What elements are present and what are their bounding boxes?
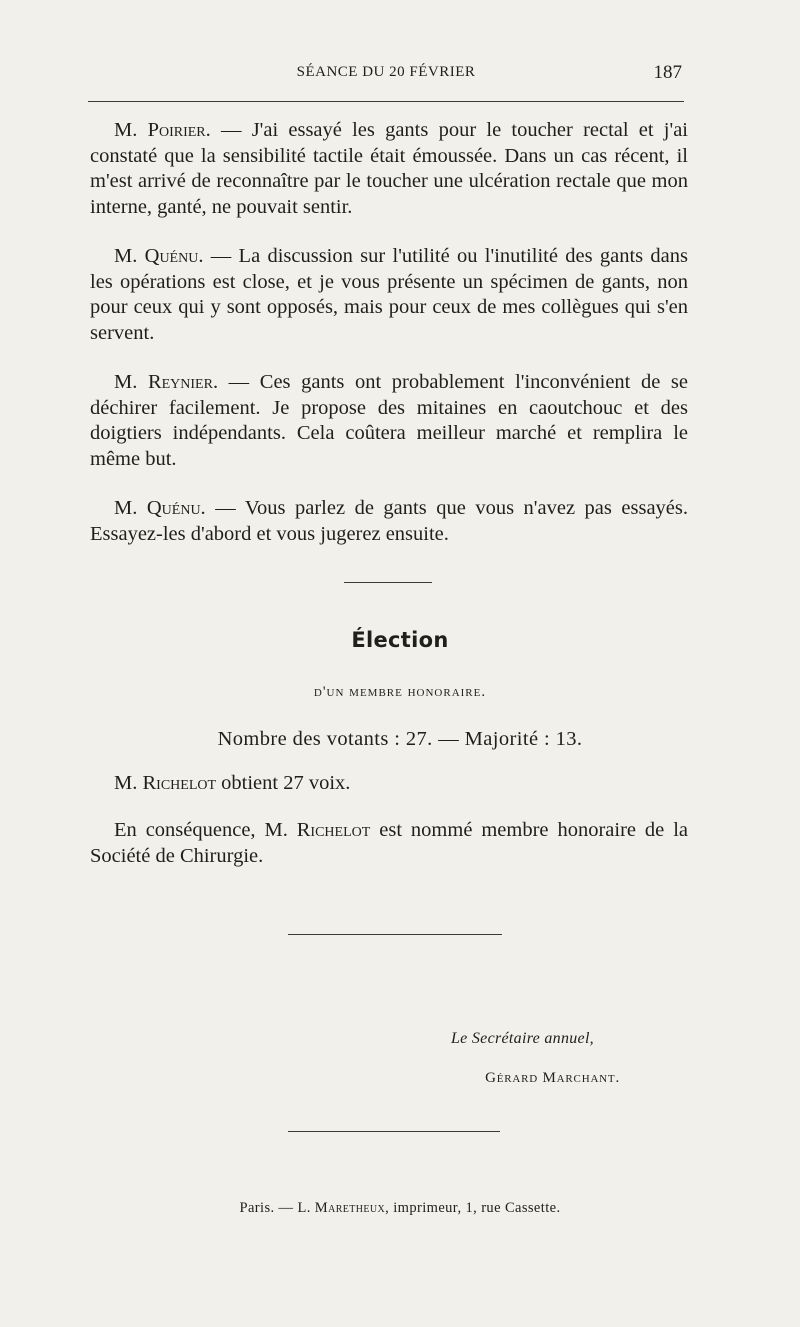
printer-imprint	[0, 1200, 800, 1217]
paragraph-poirier	[90, 118, 688, 220]
paragraph-text: — J'ai essayé les gants pour le toucher rectal et j'ai constaté que la sensibilité tactile était émoussée. Dans un cas récent, il m'est arrivé de reconnaître par le toucher une ulcération rectale que mon interne, ganté, ne pouvait sentir.	[90, 119, 688, 218]
consequence-suffix: est nommé membre honoraire de la Société de Chirurgie.	[90, 819, 688, 867]
page-header	[90, 62, 682, 88]
footer-divider	[288, 1131, 500, 1132]
election-result	[114, 772, 350, 795]
consequence-paragraph	[90, 818, 688, 869]
running-title: SÉANCE DU 20 FÉVRIER	[296, 64, 476, 80]
page-number: 187	[653, 62, 682, 83]
imprint-suffix: , imprimeur, 1, rue Cassette.	[385, 1200, 561, 1216]
paragraph-text: — Vous parlez de gants que vous n'avez pas essayés. Essayez-les d'abord et vous jugerez ensuite.	[90, 497, 688, 545]
paragraph-quenu-2	[90, 496, 688, 547]
discussion-text	[90, 118, 688, 571]
paragraph-text: — La discussion sur l'utilité ou l'inutilité des gants dans les opérations est close, et je vous présente un spécimen de gants, non pour ceux qui y sont opposés, mais pour ceux de mes collègues qui s'en servent.	[90, 245, 689, 344]
header-rule	[88, 101, 684, 102]
secretary-name: Gérard Marchant.	[485, 1070, 620, 1086]
consequence-name: Richelot	[296, 819, 371, 841]
paragraph-reynier	[90, 370, 688, 472]
section-divider	[344, 582, 432, 583]
paragraph-quenu-1	[90, 244, 688, 346]
elected-name: M. Richelot	[114, 772, 217, 794]
closing-divider	[288, 934, 502, 935]
consequence-prefix: En conséquence, M.	[114, 819, 297, 841]
vote-count: Nombre des votants : 27. — Majorité : 13.	[217, 728, 583, 750]
result-text: obtient 27 voix.	[216, 772, 351, 794]
printer-name: Maretheux	[314, 1200, 386, 1216]
secretary-title: Le Secrétaire annuel,	[450, 1030, 594, 1047]
speaker-name: M. Quénu.	[114, 245, 204, 267]
speaker-name: M. Poirier.	[114, 119, 211, 141]
imprint-prefix: Paris. — L.	[239, 1200, 315, 1216]
paragraph-text: — Ces gants ont probablement l'inconvénient de se déchirer facilement. Je propose des mitaines en caoutchouc et des doigtiers indépendants. Cela coûtera meilleur marché et remplira le même but.	[90, 371, 688, 470]
speaker-name: M. Quénu.	[114, 497, 206, 519]
section-subtitle: d'un membre honoraire.	[313, 684, 487, 700]
speaker-name: M. Reynier.	[114, 371, 219, 393]
section-title: Élection	[351, 628, 449, 652]
